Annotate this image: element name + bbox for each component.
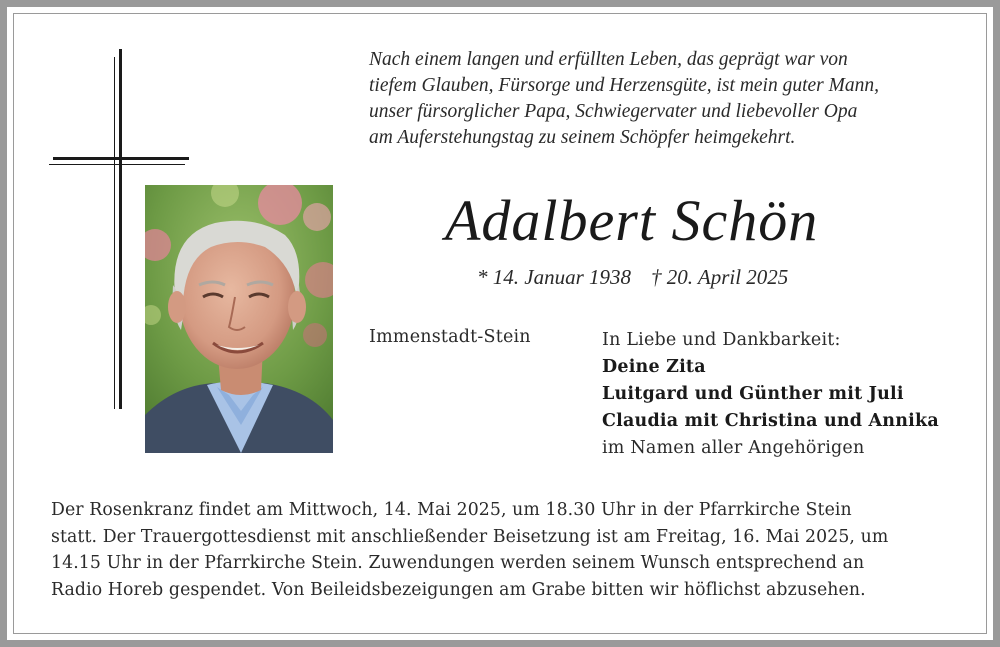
deceased-name: Adalbert Schön: [445, 188, 819, 253]
mourner-name: Claudia mit Christina und Annika: [602, 411, 939, 431]
life-dates: [477, 265, 788, 290]
mourners-block: [602, 327, 939, 462]
service-details: [51, 497, 961, 603]
mourner-name: Deine Zita: [602, 357, 706, 377]
footer-line: Der Rosenkranz findet am Mittwoch, 14. Mai 2025, um 18.30 Uhr in der Pfarrkirche Stein: [51, 500, 852, 520]
mourners-heading: In Liebe und Dankbarkeit:: [602, 330, 841, 350]
footer-line: statt. Der Trauergottesdienst mit anschließender Beisetzung ist am Freitag, 16. Mai 2025, um: [51, 526, 889, 547]
intro-line: tiefem Glauben, Fürsorge und Herzensgüte, ist mein guter Mann,: [369, 75, 879, 96]
portrait-photo: [145, 185, 333, 453]
cross-horizontal-line: [49, 164, 185, 165]
intro-text: [369, 47, 969, 151]
death-date: † 20. April 2025: [651, 265, 789, 289]
mourners-closing: im Namen aller Angehörigen: [602, 438, 865, 458]
footer-line: 14.15 Uhr in der Pfarrkirche Stein. Zuwendungen werden seinem Wunsch entsprechend an: [51, 553, 865, 573]
cross-horizontal-bar: [53, 157, 189, 160]
intro-line: unser fürsorglicher Papa, Schwiegervater und liebevoller Opa: [369, 101, 858, 122]
cross-vertical-line: [114, 57, 115, 409]
cross-vertical-bar: [119, 49, 122, 409]
mourner-name: Luitgard und Günther mit Juli: [602, 384, 904, 404]
birth-date: * 14. Januar 1938: [477, 265, 631, 289]
intro-line: Nach einem langen und erfüllten Leben, das geprägt war von: [369, 49, 848, 70]
intro-line: am Auferstehungstag zu seinem Schöpfer heimgekehrt.: [369, 127, 796, 148]
place-name: Immenstadt-Stein: [369, 327, 531, 347]
footer-line: Radio Horeb gespendet. Von Beileidsbezeigungen am Grabe bitten wir höflichst abzusehen.: [51, 579, 866, 600]
